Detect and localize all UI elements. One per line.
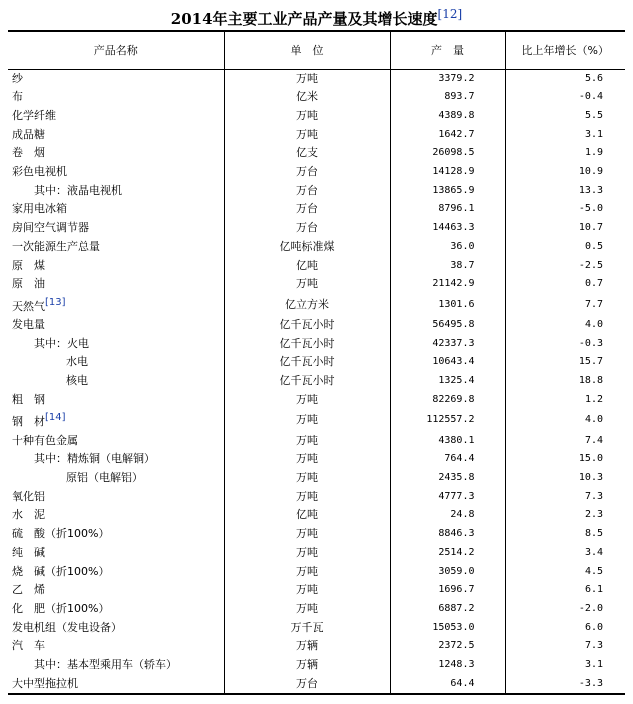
growth-cell: 0.5 (505, 237, 625, 256)
output-cell: 893.7 (390, 88, 505, 107)
product-name: 原铝（电解铝） (66, 471, 143, 485)
product-name: 发电机组（发电设备） (12, 620, 122, 634)
product-name-cell (8, 256, 224, 275)
table-row (8, 372, 625, 391)
table-row (8, 562, 625, 581)
growth-cell: 6.1 (505, 581, 625, 600)
product-name: 纯 碱 (12, 545, 45, 559)
table-row (8, 200, 625, 219)
output-cell: 13865.9 (390, 181, 505, 200)
unit-cell: 万吨 (224, 600, 390, 619)
output-cell: 64.4 (390, 675, 505, 694)
unit-cell: 万辆 (224, 656, 390, 675)
unit-cell: 万吨 (224, 106, 390, 125)
product-name-cell (8, 237, 224, 256)
table-row (8, 469, 625, 488)
product-name-cell (8, 334, 224, 353)
output-cell: 2514.2 (390, 544, 505, 563)
product-name: 十种有色金属 (12, 433, 78, 447)
table-row (8, 675, 625, 694)
table-row (8, 353, 625, 372)
growth-cell: 1.2 (505, 391, 625, 410)
production-table (8, 30, 625, 695)
output-cell: 8796.1 (390, 200, 505, 219)
product-name-cell (8, 637, 224, 656)
growth-cell: 13.3 (505, 181, 625, 200)
growth-cell: 5.5 (505, 106, 625, 125)
header-product-name: 产品名称 (8, 31, 224, 69)
growth-cell: 10.9 (505, 163, 625, 182)
unit-cell: 亿吨 (224, 506, 390, 525)
product-name-cell (8, 200, 224, 219)
output-cell: 1301.6 (390, 294, 505, 316)
growth-cell: 3.1 (505, 125, 625, 144)
product-name-cell (8, 69, 224, 88)
product-name: 其中：液晶电视机 (34, 183, 122, 197)
product-name-cell (8, 562, 224, 581)
product-name: 原 煤 (12, 258, 45, 272)
growth-cell: -2.5 (505, 256, 625, 275)
growth-cell: 15.0 (505, 450, 625, 469)
product-name-cell (8, 450, 224, 469)
header-unit: 单 位 (224, 31, 390, 69)
table-row (8, 409, 625, 431)
product-name-cell (8, 506, 224, 525)
product-name: 核电 (66, 374, 88, 388)
product-name: 水电 (66, 355, 88, 369)
product-name: 水 泥 (12, 508, 45, 522)
table-row (8, 237, 625, 256)
product-name: 家用电冰箱 (12, 202, 67, 216)
unit-cell: 亿千瓦小时 (224, 353, 390, 372)
output-cell: 8846.3 (390, 525, 505, 544)
product-name-cell (8, 600, 224, 619)
growth-cell: -0.3 (505, 334, 625, 353)
growth-cell: -5.0 (505, 200, 625, 219)
product-name: 天然气 (12, 299, 45, 313)
output-cell: 764.4 (390, 450, 505, 469)
output-cell: 1642.7 (390, 125, 505, 144)
table-row (8, 144, 625, 163)
unit-cell: 亿支 (224, 144, 390, 163)
output-cell: 26098.5 (390, 144, 505, 163)
growth-cell: 7.3 (505, 637, 625, 656)
output-cell: 1696.7 (390, 581, 505, 600)
table-row (8, 106, 625, 125)
product-name-cell (8, 372, 224, 391)
table-row (8, 391, 625, 410)
growth-cell: 2.3 (505, 506, 625, 525)
output-cell: 38.7 (390, 256, 505, 275)
product-name-cell (8, 675, 224, 694)
product-name: 成品糖 (12, 127, 45, 141)
table-row (8, 581, 625, 600)
product-name-cell (8, 316, 224, 335)
output-cell: 56495.8 (390, 316, 505, 335)
unit-cell: 万台 (224, 200, 390, 219)
output-cell: 1325.4 (390, 372, 505, 391)
table-header-row (8, 31, 625, 69)
product-name-cell (8, 391, 224, 410)
output-cell: 2372.5 (390, 637, 505, 656)
unit-cell: 万吨 (224, 544, 390, 563)
unit-cell: 万台 (224, 181, 390, 200)
product-name-cell (8, 294, 224, 316)
unit-cell: 万吨 (224, 275, 390, 294)
product-name: 化学纤维 (12, 108, 56, 122)
unit-cell: 万吨 (224, 69, 390, 88)
output-cell: 82269.8 (390, 391, 505, 410)
table-row (8, 275, 625, 294)
product-name: 原 油 (12, 277, 45, 291)
table-row (8, 334, 625, 353)
growth-cell: 4.0 (505, 316, 625, 335)
output-cell: 14463.3 (390, 219, 505, 238)
product-name-cell (8, 581, 224, 600)
growth-cell: 15.7 (505, 353, 625, 372)
output-cell: 21142.9 (390, 275, 505, 294)
output-cell: 6887.2 (390, 600, 505, 619)
product-name: 其中：基本型乘用车（轿车） (34, 658, 177, 672)
product-name: 彩色电视机 (12, 164, 67, 178)
unit-cell: 万台 (224, 675, 390, 694)
product-name-cell (8, 163, 224, 182)
table-row (8, 125, 625, 144)
growth-cell: 3.4 (505, 544, 625, 563)
growth-cell: -3.3 (505, 675, 625, 694)
table-row (8, 656, 625, 675)
title-text: 2014年主要工业产品产量及其增长速度 (170, 10, 438, 28)
footnote-link[interactable]: [13] (45, 296, 66, 308)
product-name-cell (8, 219, 224, 238)
output-cell: 2435.8 (390, 469, 505, 488)
growth-cell: 7.3 (505, 487, 625, 506)
growth-cell: 18.8 (505, 372, 625, 391)
growth-cell: 8.5 (505, 525, 625, 544)
unit-cell: 万吨 (224, 581, 390, 600)
table-row (8, 163, 625, 182)
product-name: 一次能源生产总量 (12, 239, 100, 253)
product-name-cell (8, 144, 224, 163)
header-growth: 比上年增长（%） (505, 31, 625, 69)
unit-cell: 万吨 (224, 487, 390, 506)
product-name: 烧 碱（折100%） (12, 564, 110, 578)
growth-cell: 1.9 (505, 144, 625, 163)
product-name: 大中型拖拉机 (12, 676, 78, 690)
unit-cell: 万吨 (224, 525, 390, 544)
output-cell: 14128.9 (390, 163, 505, 182)
table-title (0, 4, 633, 29)
product-name-cell (8, 487, 224, 506)
table-row (8, 181, 625, 200)
growth-cell: -2.0 (505, 600, 625, 619)
unit-cell: 万吨 (224, 450, 390, 469)
product-name: 其中：精炼铜（电解铜） (34, 452, 155, 466)
unit-cell: 万吨 (224, 125, 390, 144)
growth-cell: 5.6 (505, 69, 625, 88)
product-name: 其中：火电 (34, 336, 89, 350)
product-name: 发电量 (12, 317, 45, 331)
growth-cell: 4.0 (505, 409, 625, 431)
growth-cell: 6.0 (505, 618, 625, 637)
product-name: 布 (12, 90, 23, 104)
table-row (8, 525, 625, 544)
product-name: 汽 车 (12, 639, 45, 653)
table-row (8, 294, 625, 316)
output-cell: 15053.0 (390, 618, 505, 637)
unit-cell: 万台 (224, 219, 390, 238)
unit-cell: 万辆 (224, 637, 390, 656)
product-name-cell (8, 125, 224, 144)
table-row (8, 69, 625, 88)
unit-cell: 亿千瓦小时 (224, 334, 390, 353)
product-name: 化 肥（折100%） (12, 602, 110, 616)
table-row (8, 450, 625, 469)
unit-cell: 亿吨 (224, 256, 390, 275)
product-name-cell (8, 525, 224, 544)
product-name: 房间空气调节器 (12, 221, 89, 235)
growth-cell: -0.4 (505, 88, 625, 107)
unit-cell: 万台 (224, 163, 390, 182)
unit-cell: 万千瓦 (224, 618, 390, 637)
table-row (8, 618, 625, 637)
product-name: 乙 烯 (12, 583, 45, 597)
output-cell: 24.8 (390, 506, 505, 525)
product-name-cell (8, 275, 224, 294)
table-row (8, 88, 625, 107)
output-cell: 4389.8 (390, 106, 505, 125)
growth-cell: 7.4 (505, 431, 625, 450)
table-row (8, 316, 625, 335)
product-name: 纱 (12, 71, 23, 85)
growth-cell: 7.7 (505, 294, 625, 316)
product-name: 硫 酸（折100%） (12, 527, 110, 541)
unit-cell: 万吨 (224, 391, 390, 410)
table-row (8, 219, 625, 238)
output-cell: 4777.3 (390, 487, 505, 506)
table-row (8, 256, 625, 275)
growth-cell: 10.7 (505, 219, 625, 238)
output-cell: 36.0 (390, 237, 505, 256)
output-cell: 42337.3 (390, 334, 505, 353)
product-name: 钢 材 (12, 415, 45, 429)
unit-cell: 亿米 (224, 88, 390, 107)
growth-cell: 3.1 (505, 656, 625, 675)
output-cell: 1248.3 (390, 656, 505, 675)
product-name-cell (8, 409, 224, 431)
output-cell: 3059.0 (390, 562, 505, 581)
product-name-cell (8, 656, 224, 675)
product-name-cell (8, 618, 224, 637)
output-cell: 112557.2 (390, 409, 505, 431)
table-row (8, 637, 625, 656)
product-name: 粗 钢 (12, 392, 45, 406)
product-name-cell (8, 469, 224, 488)
table-row (8, 544, 625, 563)
product-name-cell (8, 353, 224, 372)
unit-cell: 万吨 (224, 409, 390, 431)
product-name: 卷 烟 (12, 146, 45, 160)
growth-cell: 10.3 (505, 469, 625, 488)
title-footnote-link[interactable]: [12] (437, 7, 463, 21)
header-output: 产 量 (390, 31, 505, 69)
table-row (8, 487, 625, 506)
unit-cell: 万吨 (224, 431, 390, 450)
unit-cell: 亿千瓦小时 (224, 316, 390, 335)
growth-cell: 4.5 (505, 562, 625, 581)
unit-cell: 万吨 (224, 562, 390, 581)
output-cell: 10643.4 (390, 353, 505, 372)
output-cell: 3379.2 (390, 69, 505, 88)
product-name: 氧化铝 (12, 489, 45, 503)
table-row (8, 600, 625, 619)
product-name-cell (8, 431, 224, 450)
unit-cell: 亿吨标准煤 (224, 237, 390, 256)
product-name-cell (8, 106, 224, 125)
product-name-cell (8, 181, 224, 200)
table-row (8, 431, 625, 450)
product-name-cell (8, 88, 224, 107)
growth-cell: 0.7 (505, 275, 625, 294)
output-cell: 4380.1 (390, 431, 505, 450)
unit-cell: 万吨 (224, 469, 390, 488)
product-name-cell (8, 544, 224, 563)
unit-cell: 亿立方米 (224, 294, 390, 316)
unit-cell: 亿千瓦小时 (224, 372, 390, 391)
table-row (8, 506, 625, 525)
footnote-link[interactable]: [14] (45, 412, 66, 424)
